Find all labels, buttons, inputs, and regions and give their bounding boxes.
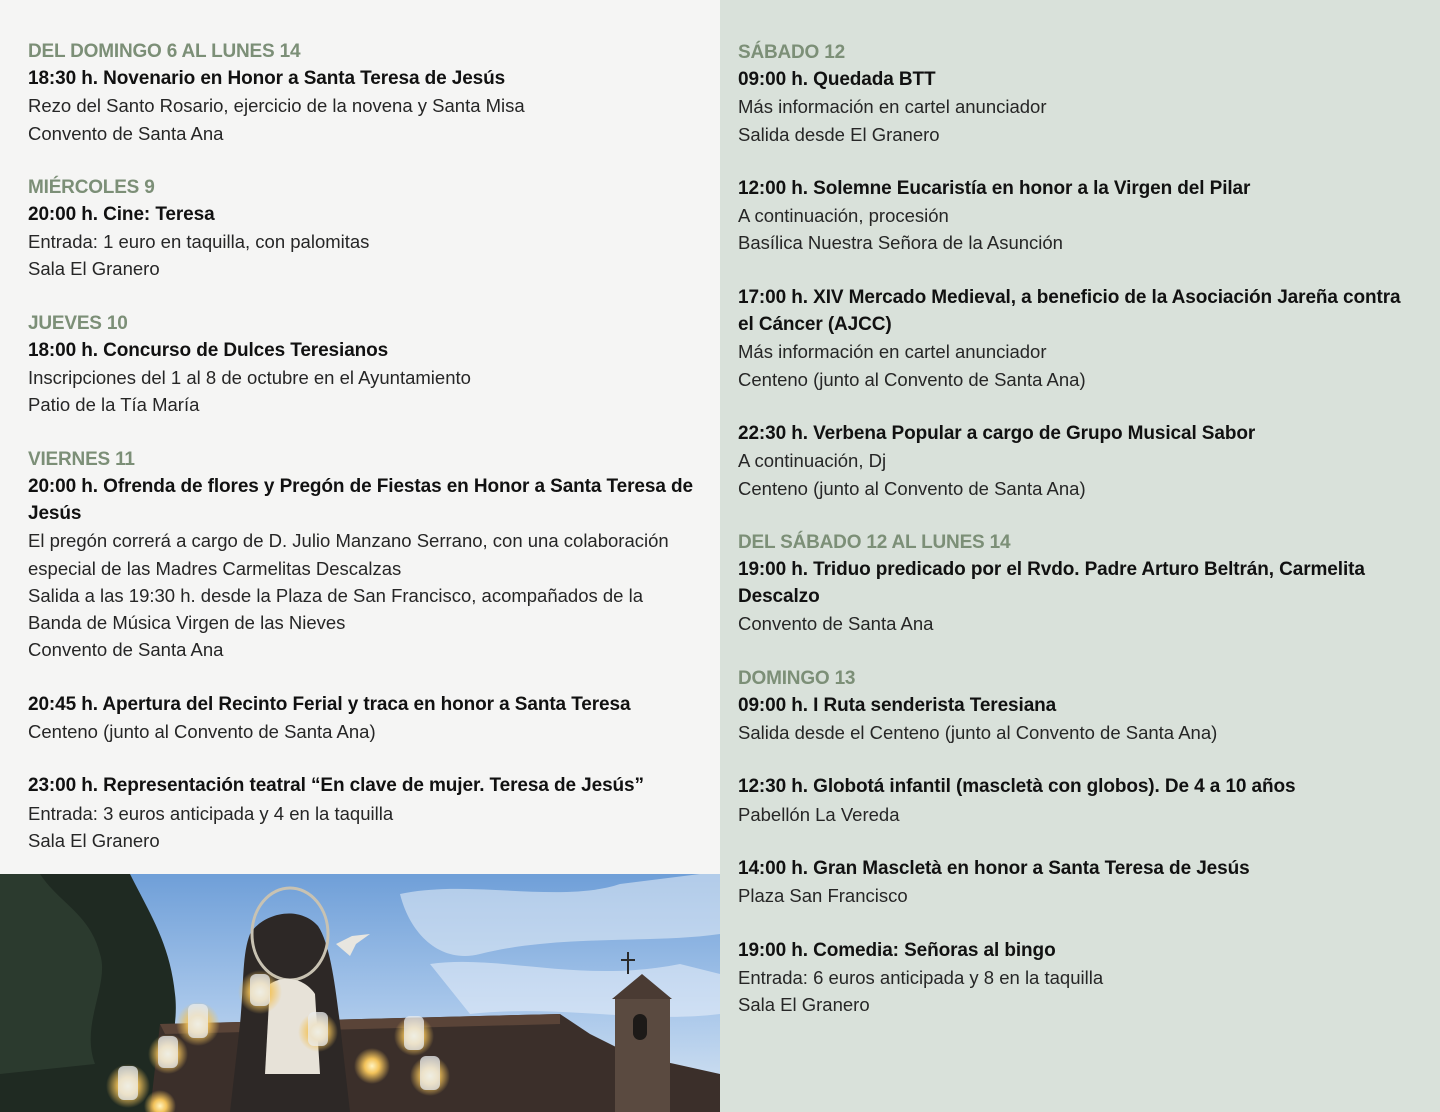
event-detail: Salida desde El Granero [738, 123, 940, 145]
event-item [28, 473, 698, 664]
event-title: 09:00 h. Quedada BTT [738, 69, 936, 90]
event-detail: Pabellón La Vereda [738, 803, 900, 825]
event-detail: Basílica Nuestra Señora de la Asunción [738, 232, 1063, 254]
event-detail: Sala El Granero [738, 994, 870, 1016]
event-detail: Centeno (junto al Convento de Santa Ana) [738, 368, 1086, 390]
right-schedule [738, 39, 1408, 1045]
event-item [28, 337, 698, 419]
event-item [738, 855, 1408, 910]
day-heading: DEL SÁBADO 12 AL LUNES 14 [738, 531, 1011, 553]
event-detail: Entrada: 1 euro en taquilla, con palomitas [28, 231, 370, 253]
event-title: 19:00 h. Triduo predicado por el Rvdo. Padre Arturo Beltrán, Carmelita Descalzo [738, 558, 1365, 608]
event-title: 22:30 h. Verbena Popular a cargo de Grupo Musical Sabor [738, 422, 1256, 444]
event-detail: Rezo del Santo Rosario, ejercicio de la novena y Santa Misa [28, 95, 525, 117]
event-title: 09:00 h. I Ruta senderista Teresiana [738, 694, 1057, 716]
event-title: 19:00 h. Comedia: Señoras al bingo [738, 939, 1056, 961]
procession-photo [0, 874, 720, 1112]
event-detail: Más información en cartel anunciador [738, 96, 1047, 118]
event-detail: Convento de Santa Ana [738, 613, 934, 635]
day-section [738, 529, 1408, 638]
event-detail: Patio de la Tía María [28, 394, 200, 416]
day-section [28, 310, 698, 419]
event-item [28, 691, 698, 746]
event-detail: Convento de Santa Ana [28, 639, 224, 661]
event-detail: Entrada: 3 euros anticipada y 4 en la taquilla [28, 802, 394, 824]
event-title: 20:45 h. Apertura del Recinto Ferial y traca en honor a Santa Teresa [28, 693, 631, 715]
event-title: 18:00 h. Concurso de Dulces Teresianos [28, 339, 389, 361]
event-item [738, 420, 1408, 502]
day-heading: DOMINGO 13 [738, 667, 856, 689]
event-detail: A continuación, procesión [738, 205, 949, 227]
event-item [738, 773, 1408, 828]
event-detail: Centeno (junto al Convento de Santa Ana) [738, 477, 1086, 499]
event-title: 20:00 h. Ofrenda de flores y Pregón de Fiestas en Honor a Santa Teresa de Jesús [28, 475, 693, 524]
day-heading: VIERNES 11 [28, 448, 135, 470]
event-detail: Más información en cartel anunciador [738, 341, 1047, 363]
event-title: 20:00 h. Cine: Teresa [28, 203, 215, 225]
event-item [738, 66, 1408, 148]
event-item [738, 937, 1408, 1019]
event-title: 14:00 h. Gran Mascletà en honor a Santa Teresa de Jesús [738, 857, 1250, 879]
day-section [28, 446, 698, 855]
event-title: 12:30 h. Globotá infantil (mascletà con globos). De 4 a 10 años [738, 776, 1296, 798]
day-heading: SÁBADO 12 [738, 42, 845, 63]
event-item [738, 692, 1408, 747]
day-heading: DEL DOMINGO 6 AL LUNES 14 [28, 41, 301, 62]
event-detail: El pregón correrá a cargo de D. Julio Manzano Serrano, con una colaboración especial de las Madres Carmelitas Descalzas [28, 530, 669, 579]
event-detail: Plaza San Francisco [738, 885, 908, 907]
event-detail: Inscripciones del 1 al 8 de octubre en el Ayuntamiento [28, 367, 471, 389]
event-item [28, 65, 698, 147]
event-item [738, 284, 1408, 393]
event-item [738, 556, 1408, 638]
event-detail: Centeno (junto al Convento de Santa Ana) [28, 721, 376, 743]
event-detail: Salida a las 19:30 h. desde la Plaza de San Francisco, acompañados de la Banda de Música Virgen de las Nieves [28, 584, 644, 634]
event-title: 23:00 h. Representación teatral “En clave de mujer. Teresa de Jesús” [28, 775, 644, 797]
procession-photo-image [0, 874, 720, 1112]
left-schedule [28, 38, 698, 881]
day-section [738, 39, 1408, 502]
event-title: 17:00 h. XIV Mercado Medieval, a beneficio de la Asociación Jareña contra el Cáncer (AJCC) [738, 286, 1401, 336]
event-title: 18:30 h. Novenario en Honor a Santa Teresa de Jesús [28, 68, 506, 89]
event-item [738, 175, 1408, 257]
day-heading: MIÉRCOLES 9 [28, 176, 155, 198]
event-detail: Convento de Santa Ana [28, 122, 224, 144]
event-title: 12:00 h. Solemne Eucaristía en honor a la Virgen del Pilar [738, 177, 1251, 199]
day-section [28, 174, 698, 283]
event-detail: Salida desde el Centeno (junto al Convento de Santa Ana) [738, 722, 1218, 744]
day-heading: JUEVES 10 [28, 312, 128, 334]
day-section [738, 665, 1408, 1019]
event-item [28, 201, 698, 283]
event-detail: A continuación, Dj [738, 450, 887, 472]
event-detail: Sala El Granero [28, 829, 160, 851]
right-column [720, 0, 1440, 1112]
day-section [28, 38, 698, 147]
event-detail: Sala El Granero [28, 258, 160, 280]
event-detail: Entrada: 6 euros anticipada y 8 en la taquilla [738, 966, 1104, 988]
event-item [28, 772, 698, 854]
